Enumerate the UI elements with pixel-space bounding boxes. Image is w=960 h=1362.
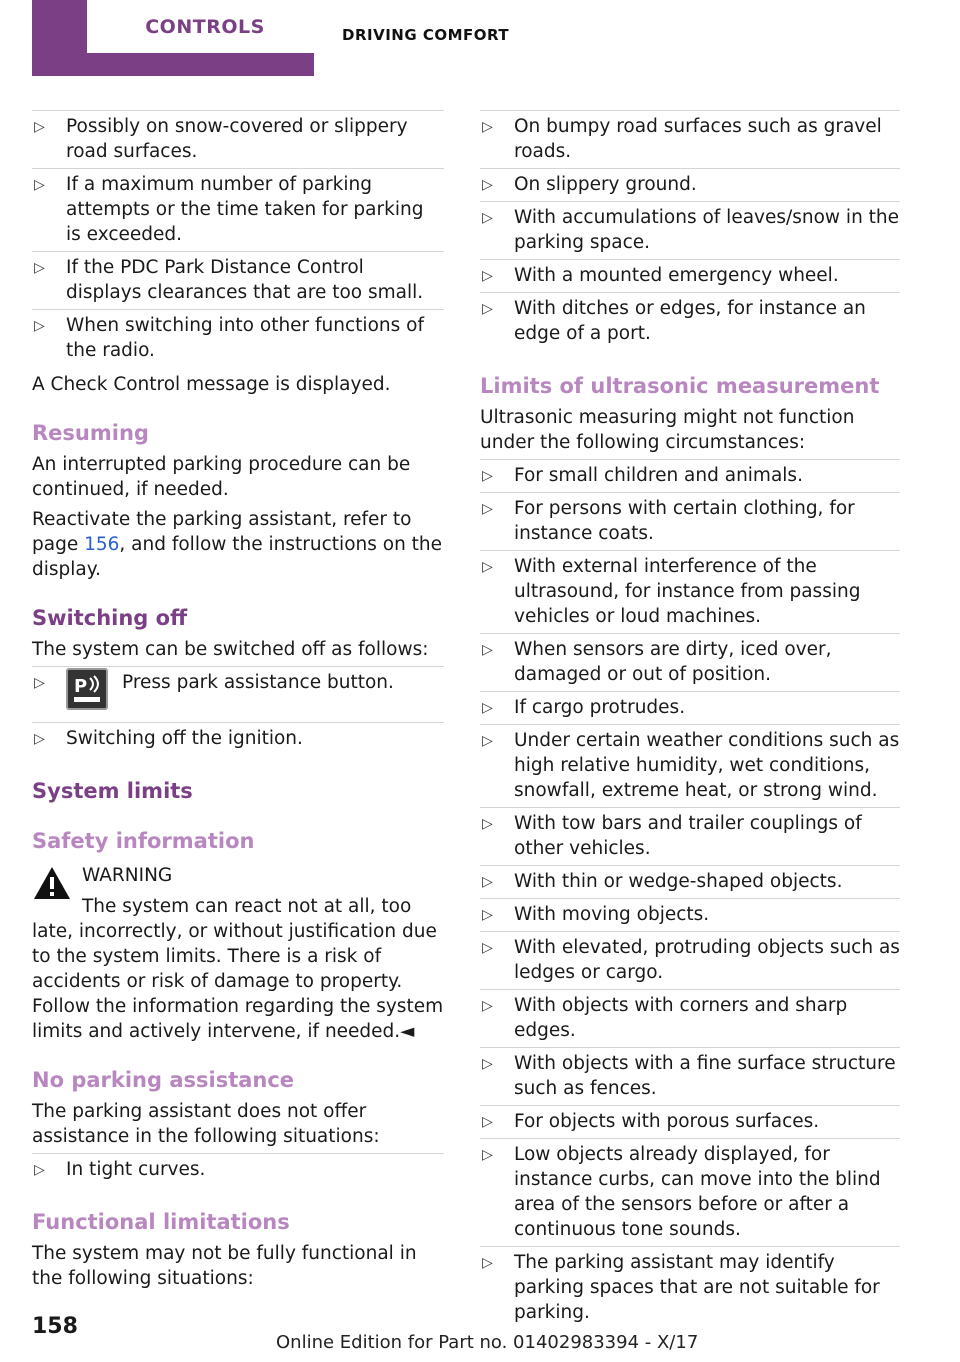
system-limits-heading: System limits [32, 779, 193, 803]
bullet-icon: ▷ [482, 501, 493, 517]
ultrasonic-heading: Limits of ultrasonic measurement [480, 374, 880, 398]
list-item: ▷ When sensors are dirty, iced over, damaged or out of position. [480, 633, 900, 691]
bullet-icon: ▷ [34, 177, 45, 193]
bullet-icon: ▷ [482, 642, 493, 658]
list-item: ▷ With tow bars and trailer couplings of other vehicles. [480, 807, 900, 865]
bullet-icon: ▷ [482, 177, 493, 193]
list-item: ▷ On slippery ground. [480, 168, 900, 201]
bullet-icon: ▷ [34, 119, 45, 135]
resuming-heading: Resuming [32, 421, 149, 445]
switching-off-intro: The system can be switched off as follows: [32, 639, 429, 660]
footer-text: Online Edition for Part no. 01402983394 - X/17 [276, 1332, 699, 1353]
list-item: ▷ With objects with a fine surface structure such as fences. [480, 1047, 900, 1105]
no-parking-heading: No parking assistance [32, 1068, 295, 1092]
bullet-icon: ▷ [34, 731, 45, 747]
svg-text:P: P [74, 676, 88, 697]
list-item: ▷ If a maximum number of parking attempts or the time taken for parking is exceeded. [32, 168, 444, 251]
left-column [32, 110, 444, 1295]
bullet-icon: ▷ [34, 318, 45, 334]
bullet-icon: ▷ [482, 874, 493, 890]
list-item: ▷ With objects with corners and sharp edges. [480, 989, 900, 1047]
bullet-icon: ▷ [34, 1162, 45, 1178]
list-item: ▷ The parking assistant may identify parking spaces that are not suitable for parking. [480, 1246, 900, 1329]
bullet-icon: ▷ [482, 733, 493, 749]
park-assist-button-icon [66, 668, 108, 710]
functional-intro: The system may not be fully functional in the following situations: [32, 1243, 417, 1289]
right-list-1 [480, 110, 900, 350]
list-item: ▷ With external interference of the ultrasound, for instance from passing vehicles or loud machines. [480, 550, 900, 633]
list-item: ▷ On bumpy road surfaces such as gravel roads. [480, 110, 900, 168]
bullet-icon: ▷ [482, 998, 493, 1014]
bullet-icon: ▷ [482, 940, 493, 956]
functional-heading: Functional limitations [32, 1210, 290, 1234]
bullet-icon: ▷ [482, 700, 493, 716]
list-item: ▷ For small children and animals. [480, 459, 900, 492]
resuming-text-1: An interrupted parking procedure can be continued, if needed. [32, 454, 411, 500]
bullet-icon: ▷ [34, 675, 45, 691]
check-control-text: A Check Control message is displayed. [32, 374, 391, 395]
bullet-icon: ▷ [482, 301, 493, 317]
list-item: ▷ With elevated, protruding objects such as ledges or cargo. [480, 931, 900, 989]
list-item: ▷ If the PDC Park Distance Control displays clearances that are too small. [32, 251, 444, 309]
list-item: ▷ With thin or wedge-shaped objects. [480, 865, 900, 898]
no-parking-intro: The parking assistant does not offer assistance in the following situations: [32, 1101, 380, 1147]
warning-block [32, 863, 444, 1044]
list-item: ▷ For objects with porous surfaces. [480, 1105, 900, 1138]
list-item: ▷ Possibly on snow-covered or slippery road surfaces. [32, 110, 444, 168]
list-item: ▷ With a mounted emergency wheel. [480, 259, 900, 292]
list-item: ▷ P Press park assistance button. [32, 666, 444, 722]
bullet-icon: ▷ [482, 559, 493, 575]
list-item: ▷ For persons with certain clothing, for instance coats. [480, 492, 900, 550]
bullet-icon: ▷ [482, 1056, 493, 1072]
page-number: 158 [32, 1314, 78, 1339]
section-title: DRIVING COMFORT [342, 26, 510, 44]
bullet-icon: ▷ [482, 268, 493, 284]
list-item: ▷ With accumulations of leaves/snow in the parking space. [480, 201, 900, 259]
bullet-icon: ▷ [482, 210, 493, 226]
warning-title: WARNING [82, 865, 173, 886]
list-item: ▷ With ditches or edges, for instance an edge of a port. [480, 292, 900, 350]
warning-icon [32, 865, 72, 901]
list-item: ▷ In tight curves. [32, 1153, 444, 1186]
list-item: ▷ Switching off the ignition. [32, 722, 444, 755]
bullet-icon: ▷ [482, 907, 493, 923]
bullet-icon: ▷ [482, 816, 493, 832]
switching-off-heading: Switching off [32, 606, 188, 630]
switching-off-list [32, 666, 444, 755]
page-link[interactable]: 156 [84, 534, 120, 555]
bullet-icon: ▷ [34, 260, 45, 276]
safety-heading: Safety information [32, 829, 255, 853]
bullet-icon: ▷ [482, 468, 493, 484]
no-parking-list [32, 1153, 444, 1186]
left-list-1 [32, 110, 444, 367]
list-item: ▷ When switching into other functions of the radio. [32, 309, 444, 367]
bullet-icon: ▷ [482, 119, 493, 135]
list-item: ▷ With moving objects. [480, 898, 900, 931]
list-item: ▷ If cargo protrudes. [480, 691, 900, 724]
warning-body: The system can react not at all, too late, incorrectly, or without justification due to the system limits. There is a risk of accidents or risk of damage to property. Follow the information regarding the system limits and actively intervene, if needed.◄ [32, 896, 444, 1042]
chapter-title: CONTROLS [87, 0, 323, 53]
bullet-icon: ▷ [482, 1147, 493, 1163]
right-column [480, 110, 900, 1329]
ultrasonic-intro: Ultrasonic measuring might not function under the following circumstances: [480, 407, 855, 453]
bullet-icon: ▷ [482, 1114, 493, 1130]
bullet-icon: ▷ [482, 1255, 493, 1271]
resuming-text-2: Reactivate the parking assistant, refer to page 156, and follow the instructions on the display. [32, 509, 443, 580]
list-item: ▷ Low objects already displayed, for instance curbs, can move into the blind area of the sensors before or after a continuous tone sounds. [480, 1138, 900, 1246]
list-item: ▷ Under certain weather conditions such as high relative humidity, wet conditions, snowfall, extreme heat, or strong wind. [480, 724, 900, 807]
ultrasonic-list [480, 459, 900, 1329]
chapter-tab [32, 0, 314, 76]
